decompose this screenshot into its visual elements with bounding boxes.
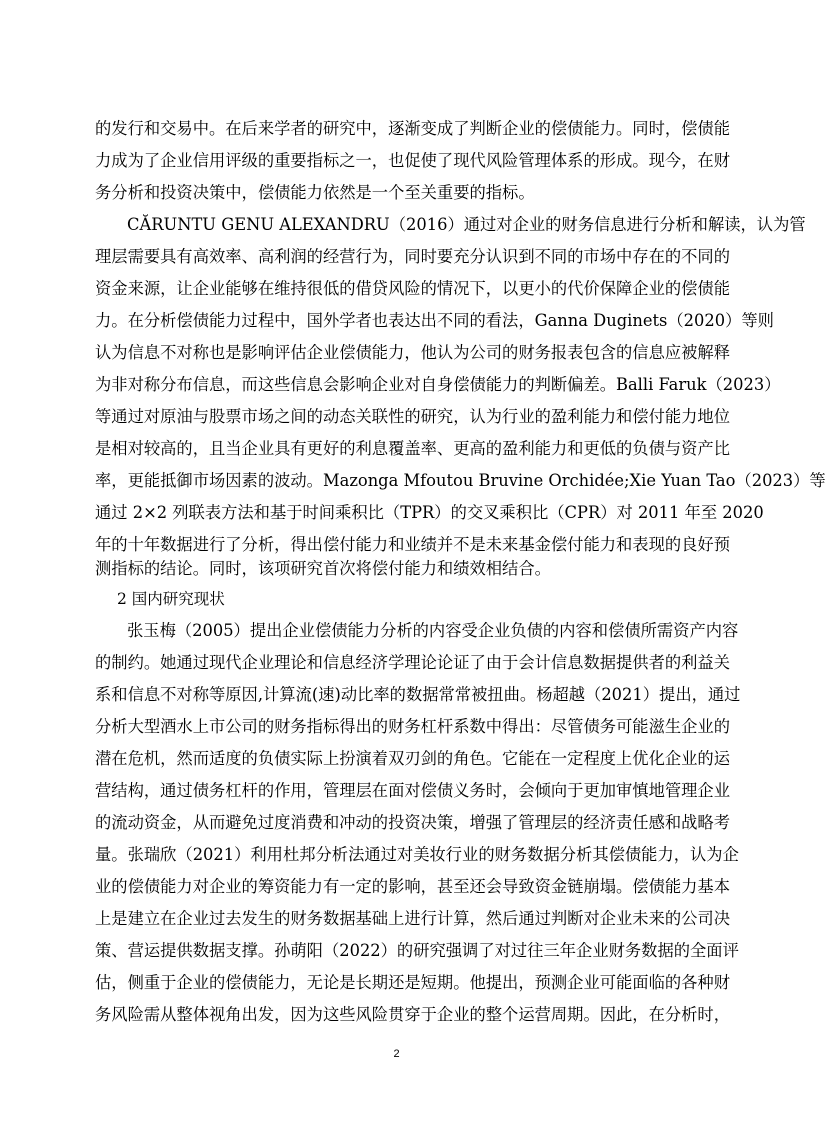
paragraph-line: 上是建立在企业过去发生的财务数据基础上进行计算，然后通过判断对企业未来的公司决 <box>95 909 730 928</box>
paragraph-line: CĂRUNTU GENU ALEXANDRU（2016）通过对企业的财务信息进行分析和解读，认为管 <box>127 215 806 234</box>
paragraph-line: 务风险需从整体视角出发，因为这些风险贯穿于企业的整个运营周期。因此，在分析时， <box>95 1005 730 1024</box>
paragraph-line: 量。张瑞欣（2021）利用杜邦分析法通过对美妆行业的财务数据分析其偿债能力，认为企 <box>95 845 739 864</box>
paragraph-line: 分析大型酒水上市公司的财务指标得出的财务杠杆系数中得出：尽管债务可能滋生企业的 <box>95 717 730 736</box>
paragraph-line: 的发行和交易中。在后来学者的研究中，逐渐变成了判断企业的偿债能力。同时，偿债能 <box>95 119 730 138</box>
paragraph-line: 营结构，通过债务杠杆的作用，管理层在面对偿债义务时，会倾向于更加审慎地管理企业 <box>95 781 730 800</box>
paragraph-line: 力。在分析偿债能力过程中，国外学者也表达出不同的看法，Ganna Duginets（2020）等则 <box>95 311 774 330</box>
paragraph-line: 张玉梅（2005）提出企业偿债能力分析的内容受企业负债的内容和偿债所需资产内容 <box>127 621 739 640</box>
paragraph-line: 力成为了企业信用评级的重要指标之一，也促使了现代风险管理体系的形成。现今，在财 <box>95 151 730 170</box>
section-heading: 2 国内研究现状 <box>117 590 225 608</box>
paragraph-line: 潜在危机，然而适度的负债实际上扮演着双刃剑的角色。它能在一定程度上优化企业的运 <box>95 749 730 768</box>
paragraph-line: 系和信息不对称等原因,计算流(速)动比率的数据常常被扭曲。杨超越（2021）提出，通过 <box>95 685 741 704</box>
paragraph-line: 的流动资金，从而避免过度消费和冲动的投资决策，增强了管理层的经济责任感和战略考 <box>95 813 730 832</box>
paragraph-line: 是相对较高的，且当企业具有更好的利息覆盖率、更高的盈利能力和更低的负债与资产比 <box>95 439 730 458</box>
paragraph-line: 为非对称分布信息，而这些信息会影响企业对自身偿债能力的判断偏差。Balli Faruk（2023） <box>95 375 781 394</box>
paragraph-line: 测指标的结论。同时，该项研究首次将偿付能力和绩效相结合。 <box>95 559 551 578</box>
paragraph-line: 资金来源，让企业能够在维持很低的借贷风险的情况下，以更小的代价保障企业的偿债能 <box>95 279 730 298</box>
paragraph-line: 认为信息不对称也是影响评估企业偿债能力，他认为公司的财务报表包含的信息应被解释 <box>95 343 730 362</box>
paragraph-line: 等通过对原油与股票市场之间的动态关联性的研究，认为行业的盈利能力和偿付能力地位 <box>95 407 730 426</box>
paragraph-line: 务分析和投资决策中，偿债能力依然是一个至关重要的指标。 <box>95 183 535 202</box>
paragraph-line: 理层需要具有高效率、高利润的经营行为，同时要充分认识到不同的市场中存在的不同的 <box>95 247 730 266</box>
page-number: 2 <box>393 1048 400 1060</box>
paragraph-line: 策、营运提供数据支撑。孙萌阳（2022）的研究强调了对过往三年企业财务数据的全面评 <box>95 941 739 960</box>
paragraph-line: 年的十年数据进行了分析，得出偿付能力和业绩并不是未来基金偿付能力和表现的良好预 <box>95 535 730 554</box>
paragraph-line: 通过 2×2 列联表方法和基于时间乘积比（TPR）的交叉乘积比（CPR）对 2011 年至 2020 <box>95 503 764 522</box>
paragraph-line: 业的偿债能力对企业的筹资能力有一定的影响，甚至还会导致资金链崩塌。偿债能力基本 <box>95 877 730 896</box>
paragraph-line: 率，更能抵御市场因素的波动。Mazonga Mfoutou Bruvine Orchidée;Xie Yuan Tao（2023）等 <box>95 471 826 490</box>
paragraph-line: 估，侧重于企业的偿债能力，无论是长期还是短期。他提出，预测企业可能面临的各种财 <box>95 973 730 992</box>
paragraph-line: 的制约。她通过现代企业理论和信息经济学理论论证了由于会计信息数据提供者的利益关 <box>95 653 730 672</box>
